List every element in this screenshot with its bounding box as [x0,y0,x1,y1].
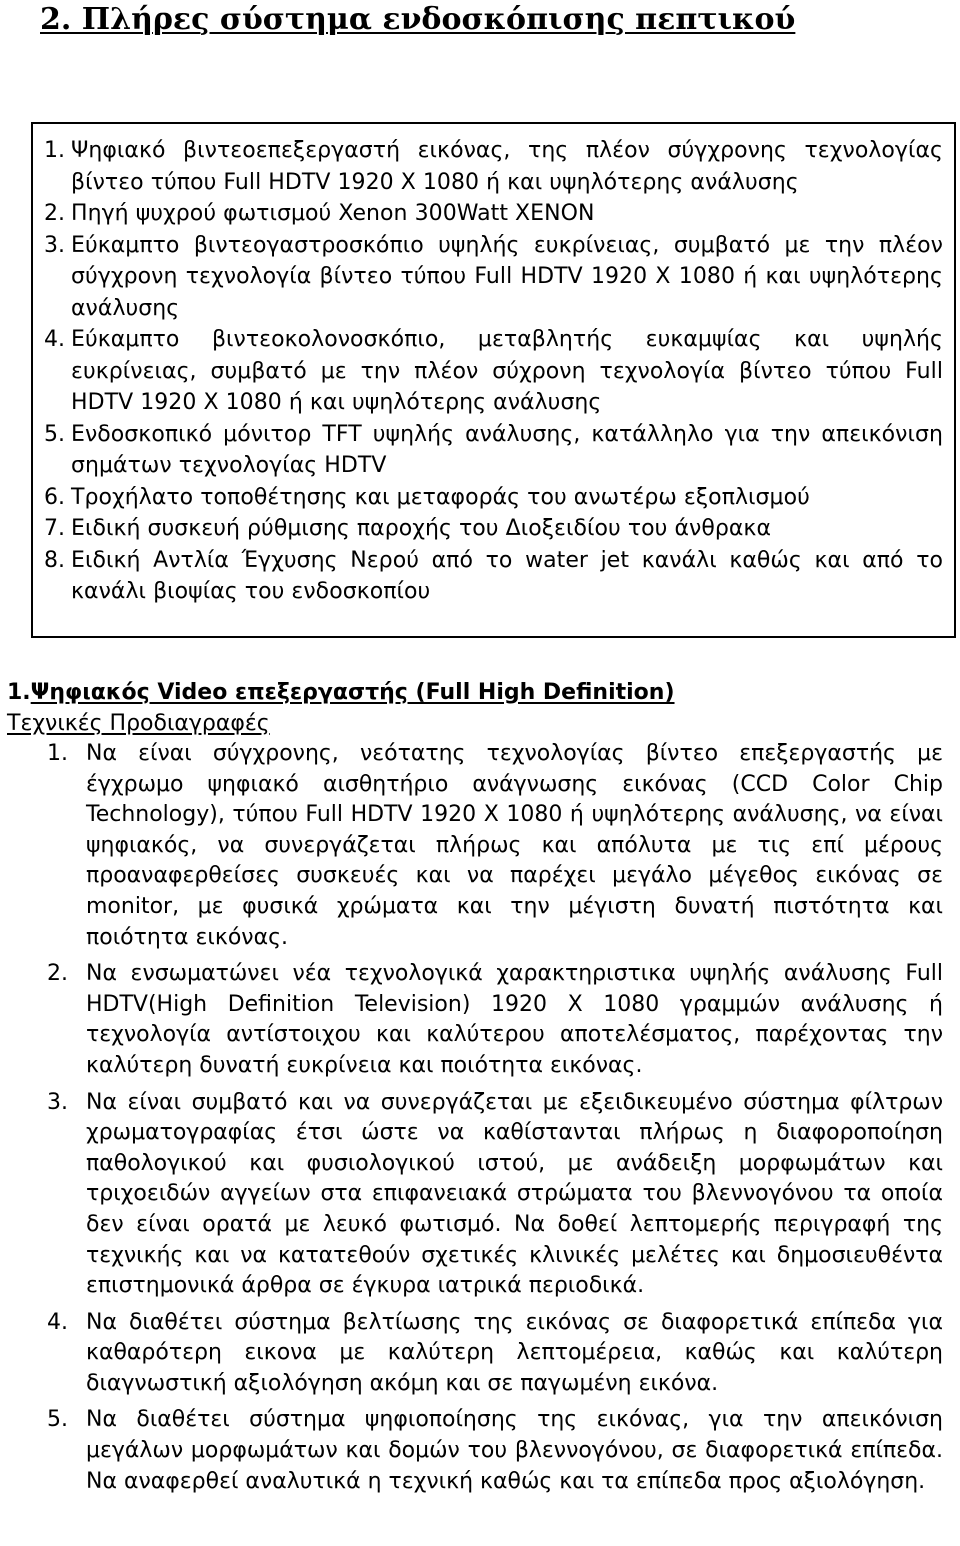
list-item [44,135,943,198]
item-text: Εύκαμπτο βιντεογαστροσκόπιο υψηλής ευκρίνειας, συμβατό με την πλέον σύγχρονη τεχνολογία βίντεο τύπου Full HDTV 1920 X 1080 ή και υψηλότερης ανάλυσης [71,232,943,321]
list-item [7,1088,943,1302]
item-number: 3. [44,232,66,258]
item-number: 5. [47,1407,68,1433]
item-number: 7. [44,516,66,541]
item-text: Εύκαμπτο βιντεοκολονοσκόπιο, μεταβλητής ευκαμψίας και υψηλής ευκρίνειας, συμβατό με την πλέον σύχρονη τεχνολογία βίντεο τύπου Full HDTV 1920 X 1080 ή και υψηλότερης ανάλυσης [71,327,943,415]
list-item [44,545,943,608]
list-item [44,198,943,230]
item-number: 6. [44,484,66,510]
section-heading-number: 1. [7,680,31,705]
item-text: Ειδική Αντλία Έγχυσης Νερού από το water jet κανάλι καθώς και από το κανάλι βιοψίας του ενδοσκοπίου [71,547,943,604]
list-item [7,739,943,953]
section-heading [7,677,943,708]
section-heading-text: Ψηφιακός Video επεξεργαστής (Full High Definition) [30,680,675,705]
item-number: 1. [44,138,66,163]
item-number: 3. [47,1089,68,1115]
item-text: Να ενσωματώνει νέα τεχνολογικά χαρακτηριστικα υψηλής ανάλυσης Full HDTV(High Definition Television) 1920 X 1080 γραμμών ανάλυσης ή τεχνολογία αντίστοιχου και καλύτερου αποτελέσματος, παρέχοντας την καλύτερη δυνατή ευκρίνεια και ποιότητα εικόνας. [86,961,943,1078]
item-number: 5. [44,421,66,447]
item-number: 4. [47,1309,68,1335]
item-text: Ειδική συσκευή ρύθμισης παροχής του Διοξειδίου του άνθρακα [71,516,771,541]
list-item [44,482,943,514]
item-text: Να διαθέτει σύστημα βελτίωσης της εικόνας σε διαφορετικά επίπεδα για καθαρότερη εικονα με καλύτερη λεπτομέρεια, καθώς και καλύτερη διαγνωστική αξιολόγηση ακόμη και σε παγωμένη εικόνα. [86,1309,943,1396]
item-number: 2. [44,201,66,226]
item-text: Να είναι σύγχρονης, νεότατης τεχνολογίας βίντεο επεξεργαστής με έγχρωμο ψηφιακό αισθητήριο ανάγνωσης εικόνας (CCD Color Chip Technology), τύπου Full HDTV 1920 X 1080 ή υψηλότερης ανάλυσης, να είναι ψηφιακός, να συνεργάζεται πλήρως και απόλυτα με τις επί μέρους προαναφερθείσες συσκευές και να παρέχει μεγάλο μέγεθος εικόνας σε monitor, με φυσικά χρώματα και την μέγιστη δυνατή πιστότητα και ποιότητα εικόνας. [86,741,943,950]
item-text: Να διαθέτει σύστημα ψηφιοποίησης της εικόνας, για την απεικόνιση μεγάλων μορφωμάτων και δομών του βλεννογόνου, σε διαφορετικά επίπεδα. Να αναφερθεί αναλυτικά η τεχνική καθώς και τα επίπεδα προς αξιολόγηση. [86,1407,943,1494]
item-text: Να είναι συμβατό και να συνεργάζεται με εξειδικευμένο σύστημα φίλτρων χρωματογραφίας έτσι ώστε να καθίστανται πλήρως η διαφοροποίηση παθολογικού και φυσιολογικού ιστού, με ανάδειξη μορφωμάτων και τριχοειδών αγγείων στα επιφανειακά στρώματα του βλεννογόνου τα οποία δεν είναι ορατά με λευκό φωτισμό. Να δοθεί λεπτομερής περιγραφή της τεχνικής και να κατατεθούν σχετικές κλινικές μελέτες και δημοσιευθέντα επιστημονικά άρθρα σε έγκυρα ιατρικά περιοδικά. [86,1089,943,1299]
page-title: 2. Πλήρες σύστημα ενδοσκόπισης πεπτικού [40,2,796,37]
list-item [7,959,943,1081]
item-number: 8. [44,547,66,573]
spec-list [7,739,943,1497]
list-item [7,1405,943,1497]
item-text: Ψηφιακό βιντεοεπεξεργαστή εικόνας, της πλέον σύγχρονης τεχνολογίας βίντεο τύπου Full HDTV 1920 X 1080 ή και υψηλότερης ανάλυσης [71,138,943,195]
list-item [44,419,943,482]
item-text: Ενδοσκοπικό μόνιτορ TFT υψηλής ανάλυσης, κατάλληλο για την απεικόνιση σημάτων τεχνολογίας HDTV [71,421,943,478]
item-text: Τροχήλατο τοποθέτησης και μεταφοράς του ανωτέρω εξοπλισμού [71,484,810,510]
list-item [44,230,943,325]
equipment-list [44,135,943,608]
item-number: 1. [47,741,68,766]
list-item [44,513,943,545]
section-subheading: Τεχνικές Προδιαγραφές [7,711,270,736]
equipment-summary-box [31,122,956,638]
item-number: 4. [44,327,66,352]
list-item [7,1308,943,1400]
item-number: 2. [47,961,68,987]
list-item [44,324,943,419]
item-text: Πηγή ψυχρού φωτισμού Xenon 300Watt XENON [71,201,595,226]
video-processor-section [7,677,943,1497]
